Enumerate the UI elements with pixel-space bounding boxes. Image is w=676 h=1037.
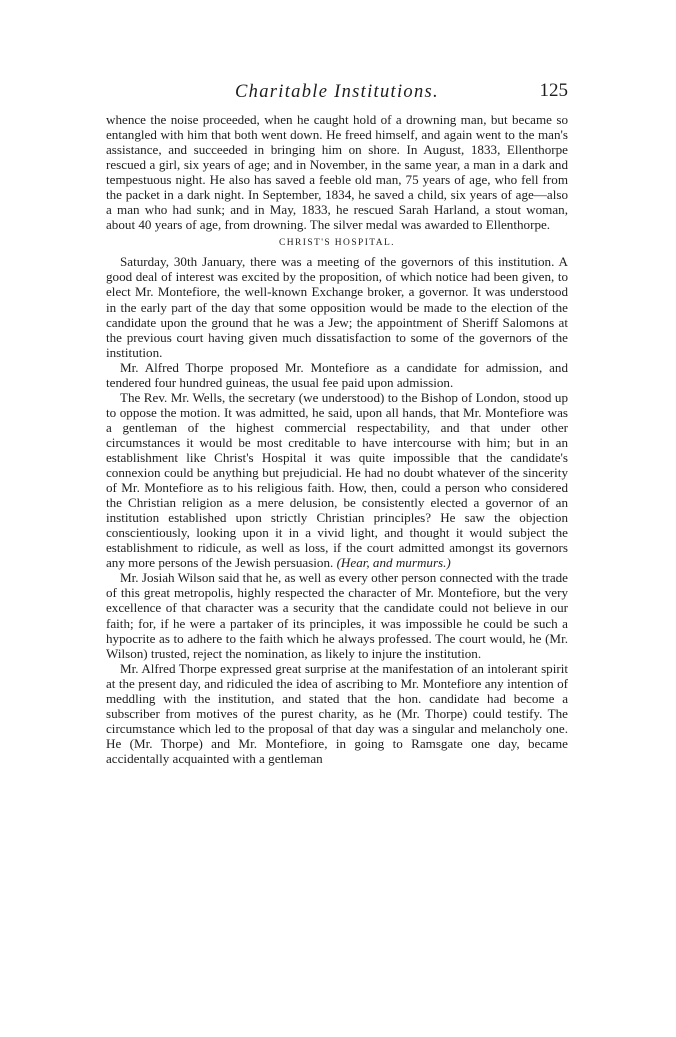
paragraph-thorpe: Mr. Alfred Thorpe expressed great surprise at the manifestation of an intolerant spirit at the present day, and ridiculed the idea of ascribing to Mr. Montefiore any intention of meddling with the institution, and stated that the hon. candidate had become a subscriber from motives of the purest charity, as he (Mr. Thorpe) could testify. The circumstance which led to the proposal of that day was a singular and melancholy one. He (Mr. Thorpe) and Mr. Montefiore, in going to Ramsgate one day, became accidentally acquainted with a gentleman <box>106 660 568 766</box>
wells-speech: The Rev. Mr. Wells, the secretary (we understood) to the Bishop of London, stood up to oppose the motion. It was admitted, he said, upon all hands, that Mr. Montefiore was a gentleman of the highest commercial respectability, and that under other circumstances it would be most creditable to have intercourse with him; but in an establishment like Christ's Hospital it was quite impossible that the candidate's connexion could be anything but prejudicial. He had no doubt whatever of the sincerity of Mr. Montefiore as to his religious faith. How, then, could a person who considered the Christian religion as a mere delusion, be consistently elected a governor of an institution established upon strictly Christian principles? He saw the objection conscientiously, looking upon it in a vivid light, and thought it would subject the establishment to ridicule, as well as loss, if the court admitted amongst its governors any more persons of the Jewish persuasion. <box>106 389 568 571</box>
paragraph-wells <box>106 390 568 571</box>
running-head <box>106 80 568 106</box>
body-text <box>106 112 568 766</box>
section-heading: CHRIST'S HOSPITAL. <box>279 238 395 249</box>
paragraph-wilson: Mr. Josiah Wilson said that he, as well as every other person connected with the trade of this great metropolis, highly respected the character of Mr. Montefiore, but the very excellence of that character was a security that the candidate could not believe in our faith; for, if he were a partaker of its principles, it was impossible he could be such a hypocrite as to adhere to the faith which he always professed. The court would, he (Mr. Wilson) trusted, reject the nomination, as likely to injure the institution. <box>106 570 568 661</box>
paragraph-rescues: whence the noise proceeded, when he caught hold of a drowning man, but became so entangled with him that both went down. He freed himself, and again went to the man's assistance, and succeeded in bringing him on shore. In August, 1833, Ellenthorpe rescued a girl, six years of age; and in November, in the same year, a man in a dark and tempestuous night. He also has saved a feeble old man, 75 years of age, who fell from the packet in a dark night. In September, 1834, he saved a child, six years of age—also a man who had sunk; and in May, 1833, he rescued Sarah Harland, a stout woman, about 40 years of age, from drowning. The silver medal was awarded to Ellenthorpe. <box>106 112 568 233</box>
page-number: 125 <box>539 80 568 101</box>
paragraph-proposal: Mr. Alfred Thorpe proposed Mr. Montefiore as a candidate for admission, and tendered four hundred guineas, the usual fee paid upon admission. <box>106 359 568 390</box>
crowd-reaction: (Hear, and murmurs.) <box>336 555 451 571</box>
book-page <box>106 80 568 766</box>
paragraph-meeting: Saturday, 30th January, there was a meeting of the governors of this institution. A good deal of interest was excited by the proposition, of which notice had been given, to elect Mr. Montefiore, the well-known Exchange broker, a governor. It was understood in the early part of the day that some opposition would be made to the election of the candidate upon the ground that he was a Jew; the appointment of Sheriff Salomons at the previous court having given much dissatisfaction to some of the governors of the institution. <box>106 254 568 360</box>
running-title: Charitable Institutions. <box>235 82 439 102</box>
